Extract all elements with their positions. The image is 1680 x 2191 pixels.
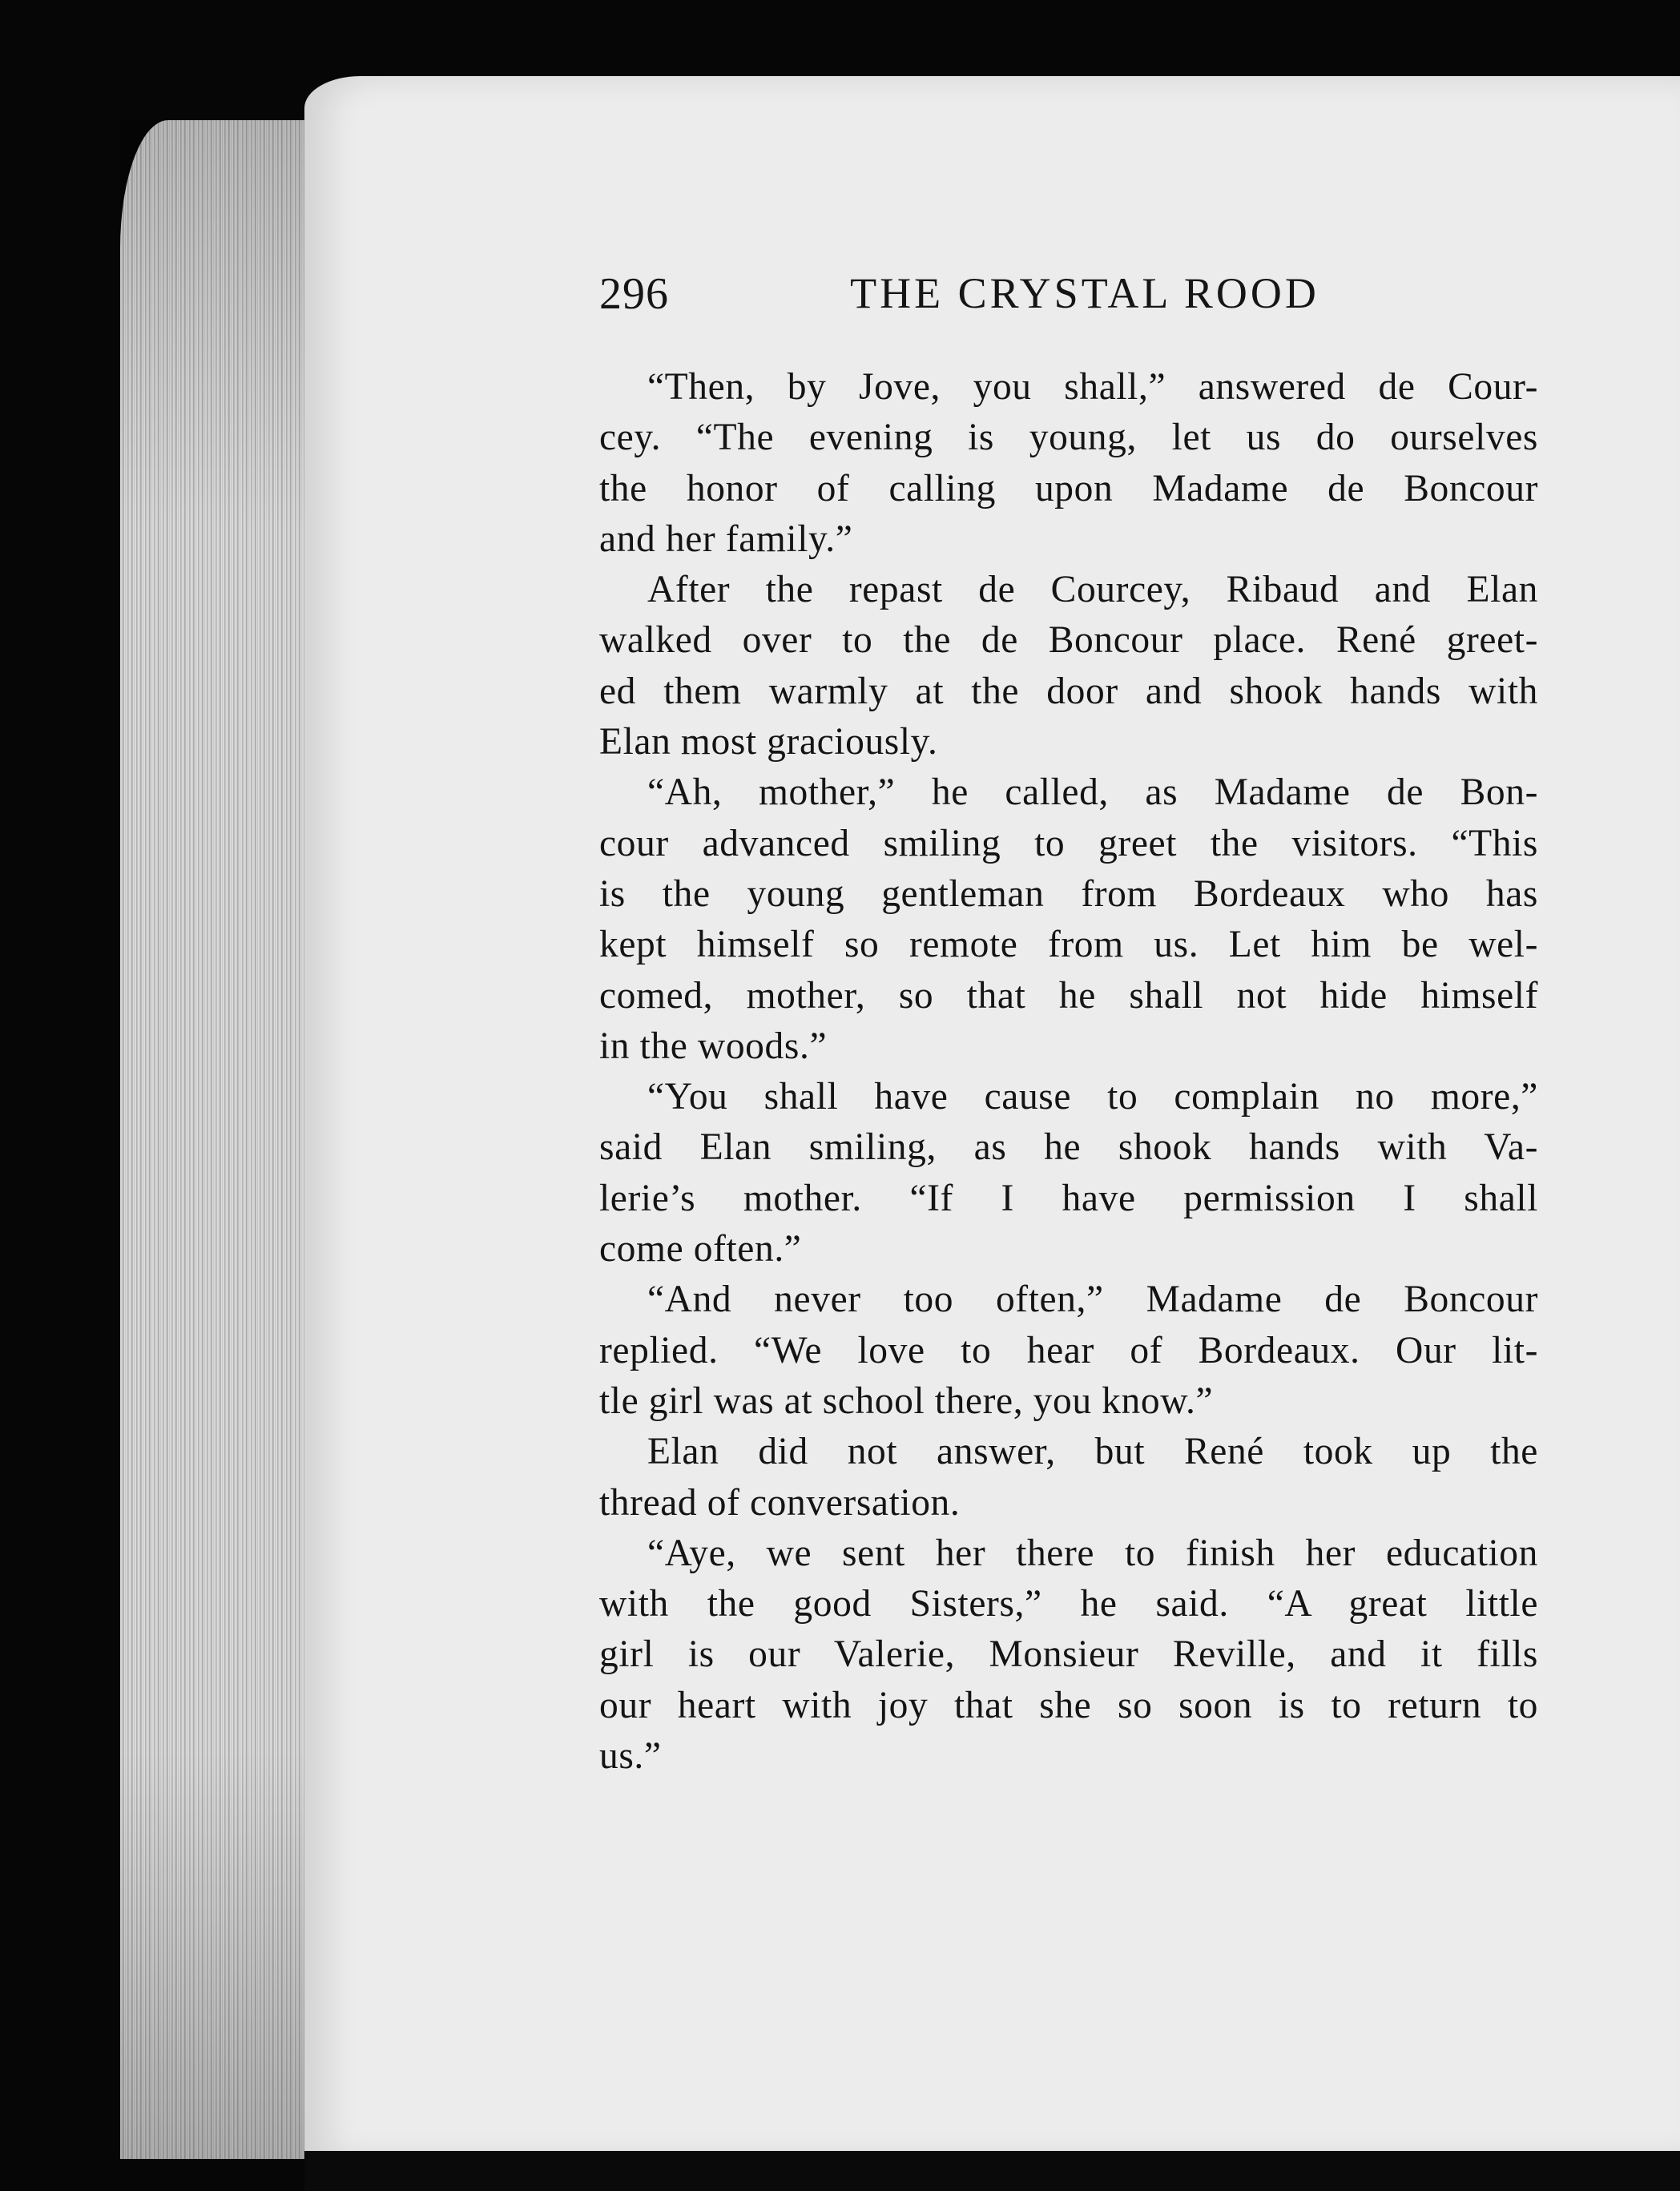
text-line: After the repast de Courcey, Ribaud and Elan (647, 569, 1538, 611)
text-line: cey. “The evening is young, let us do ourselves (599, 417, 1538, 459)
text-line: walked over to the de Boncour place. René greet- (599, 619, 1538, 662)
text-line: said Elan smiling, as he shook hands with Va- (599, 1126, 1538, 1169)
text-line: come often.” (599, 1228, 802, 1271)
text-line: “Aye, we sent her there to finish her education (647, 1532, 1538, 1574)
text-line: thread of conversation. (599, 1481, 961, 1524)
text-line: “Ah, mother,” he called, as Madame de Bon- (647, 771, 1538, 814)
text-line: our heart with joy that she so soon is to return to (599, 1684, 1538, 1726)
page-number: 296 (599, 269, 669, 319)
text-line: “Then, by Jove, you shall,” answered de Cour- (647, 366, 1538, 408)
text-line: ed them warmly at the door and shook hands with (599, 670, 1538, 712)
body-text (599, 362, 1538, 1782)
text-line: girl is our Valerie, Monsieur Reville, and it fills (599, 1633, 1538, 1676)
text-line: with the good Sisters,” he said. “A great little (599, 1583, 1538, 1625)
text-line: kept himself so remote from us. Let him be wel- (599, 924, 1538, 966)
scan-bottom-edge (304, 2151, 1680, 2191)
text-line: in the woods.” (599, 1025, 828, 1067)
text-line: Elan most graciously. (599, 721, 938, 763)
text-line: cour advanced smiling to greet the visitors. “This (599, 822, 1538, 864)
text-line: comed, mother, so that he shall not hide himself (599, 974, 1538, 1017)
text-line: “You shall have cause to complain no more,” (647, 1076, 1538, 1118)
text-line: tle girl was at school there, you know.” (599, 1379, 1214, 1422)
text-line: Elan did not answer, but René took up the (647, 1431, 1538, 1473)
text-line: is the young gentleman from Bordeaux who has (599, 872, 1538, 915)
text-line: the honor of calling upon Madame de Boncour (599, 467, 1538, 509)
text-line: us.” (599, 1735, 662, 1778)
text-line: lerie’s mother. “If I have permission I shall (599, 1177, 1538, 1219)
page-header (599, 268, 1538, 332)
text-line: “And never too often,” Madame de Boncour (647, 1279, 1538, 1321)
text-line: and her family.” (599, 518, 853, 560)
running-head: THE CRYSTAL ROOD (850, 269, 1319, 317)
text-line: replied. “We love to hear of Bordeaux. Our lit- (599, 1329, 1538, 1371)
